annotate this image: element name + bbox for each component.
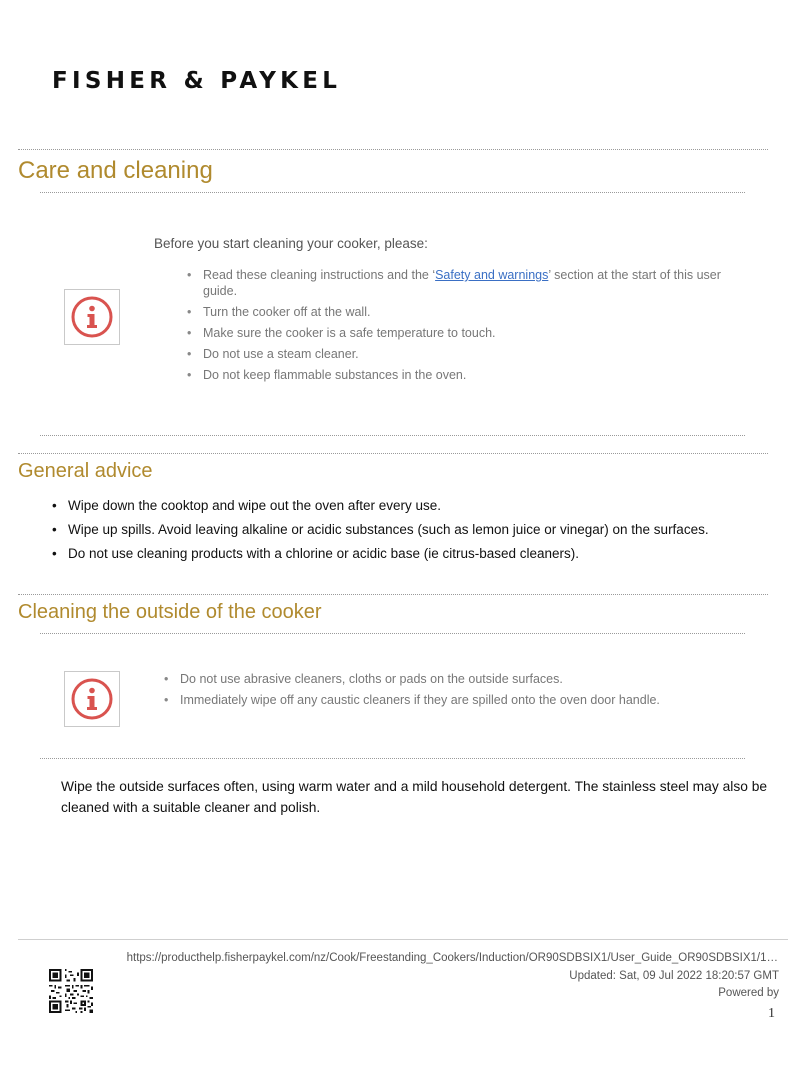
divider: [40, 435, 745, 436]
divider: [40, 633, 745, 634]
list-item: [187, 267, 722, 299]
list-item: • Do not use a steam cleaner.: [187, 346, 722, 362]
list-item-text: ’ section at the start of this user guide.: [203, 268, 721, 298]
list-item: • Immediately wipe off any caustic cleaners if they are spilled onto the oven door handle.: [164, 692, 724, 708]
cleaning-outside-heading: Cleaning the outside of the cooker: [18, 601, 322, 623]
outside-warnings-list: [164, 671, 724, 713]
list-item: • Wipe down the cooktop and wipe out the oven after every use.: [52, 497, 709, 515]
list-item: • Turn the cooker off at the wall.: [187, 304, 722, 320]
brand-logo: FISHER & PAYKEL: [52, 68, 342, 94]
care-intro: Before you start cleaning your cooker, please:: [154, 236, 428, 251]
divider: [40, 758, 745, 759]
powered-by: Powered by: [718, 987, 779, 999]
list-item: • Do not use cleaning products with a chlorine or acidic base (ie citrus-based cleaners).: [52, 545, 709, 563]
list-item: • Make sure the cooker is a safe temperature to touch.: [187, 325, 722, 341]
updated-timestamp: Updated: Sat, 09 Jul 2022 18:20:57 GMT: [569, 970, 779, 982]
divider: [18, 149, 768, 150]
divider: [18, 594, 768, 595]
footer-divider: [18, 939, 788, 940]
page-title: Care and cleaning: [18, 157, 213, 184]
list-item: • Do not use abrasive cleaners, cloths or pads on the outside surfaces.: [164, 671, 724, 687]
info-icon: [64, 289, 120, 345]
outside-paragraph: Wipe the outside surfaces often, using warm water and a mild household detergent. The stainless steel may also be cleaned with a suitable cleaner and polish.: [61, 779, 768, 815]
source-url[interactable]: https://producthelp.fisherpaykel.com/nz/Cook/Freestanding_Cookers/Induction/OR90SDBSIX1/User_Guide_OR90SDBSIX1/1…: [126, 952, 778, 964]
page-number: 1: [768, 1006, 775, 1021]
list-item: • Wipe up spills. Avoid leaving alkaline or acidic substances (such as lemon juice or vinegar) on the surfaces.: [52, 521, 709, 539]
qr-code-icon: [49, 969, 93, 1013]
list-item-text: Read these cleaning instructions and the ‘: [203, 268, 436, 282]
divider: [40, 192, 745, 193]
care-precautions-list: [187, 267, 722, 388]
safety-warnings-link[interactable]: Safety and warnings: [435, 268, 549, 282]
divider: [18, 453, 768, 454]
info-icon: [64, 671, 120, 727]
list-item: • Do not keep flammable substances in the oven.: [187, 367, 722, 383]
general-advice-list: [52, 497, 709, 569]
general-advice-heading: General advice: [18, 460, 153, 482]
